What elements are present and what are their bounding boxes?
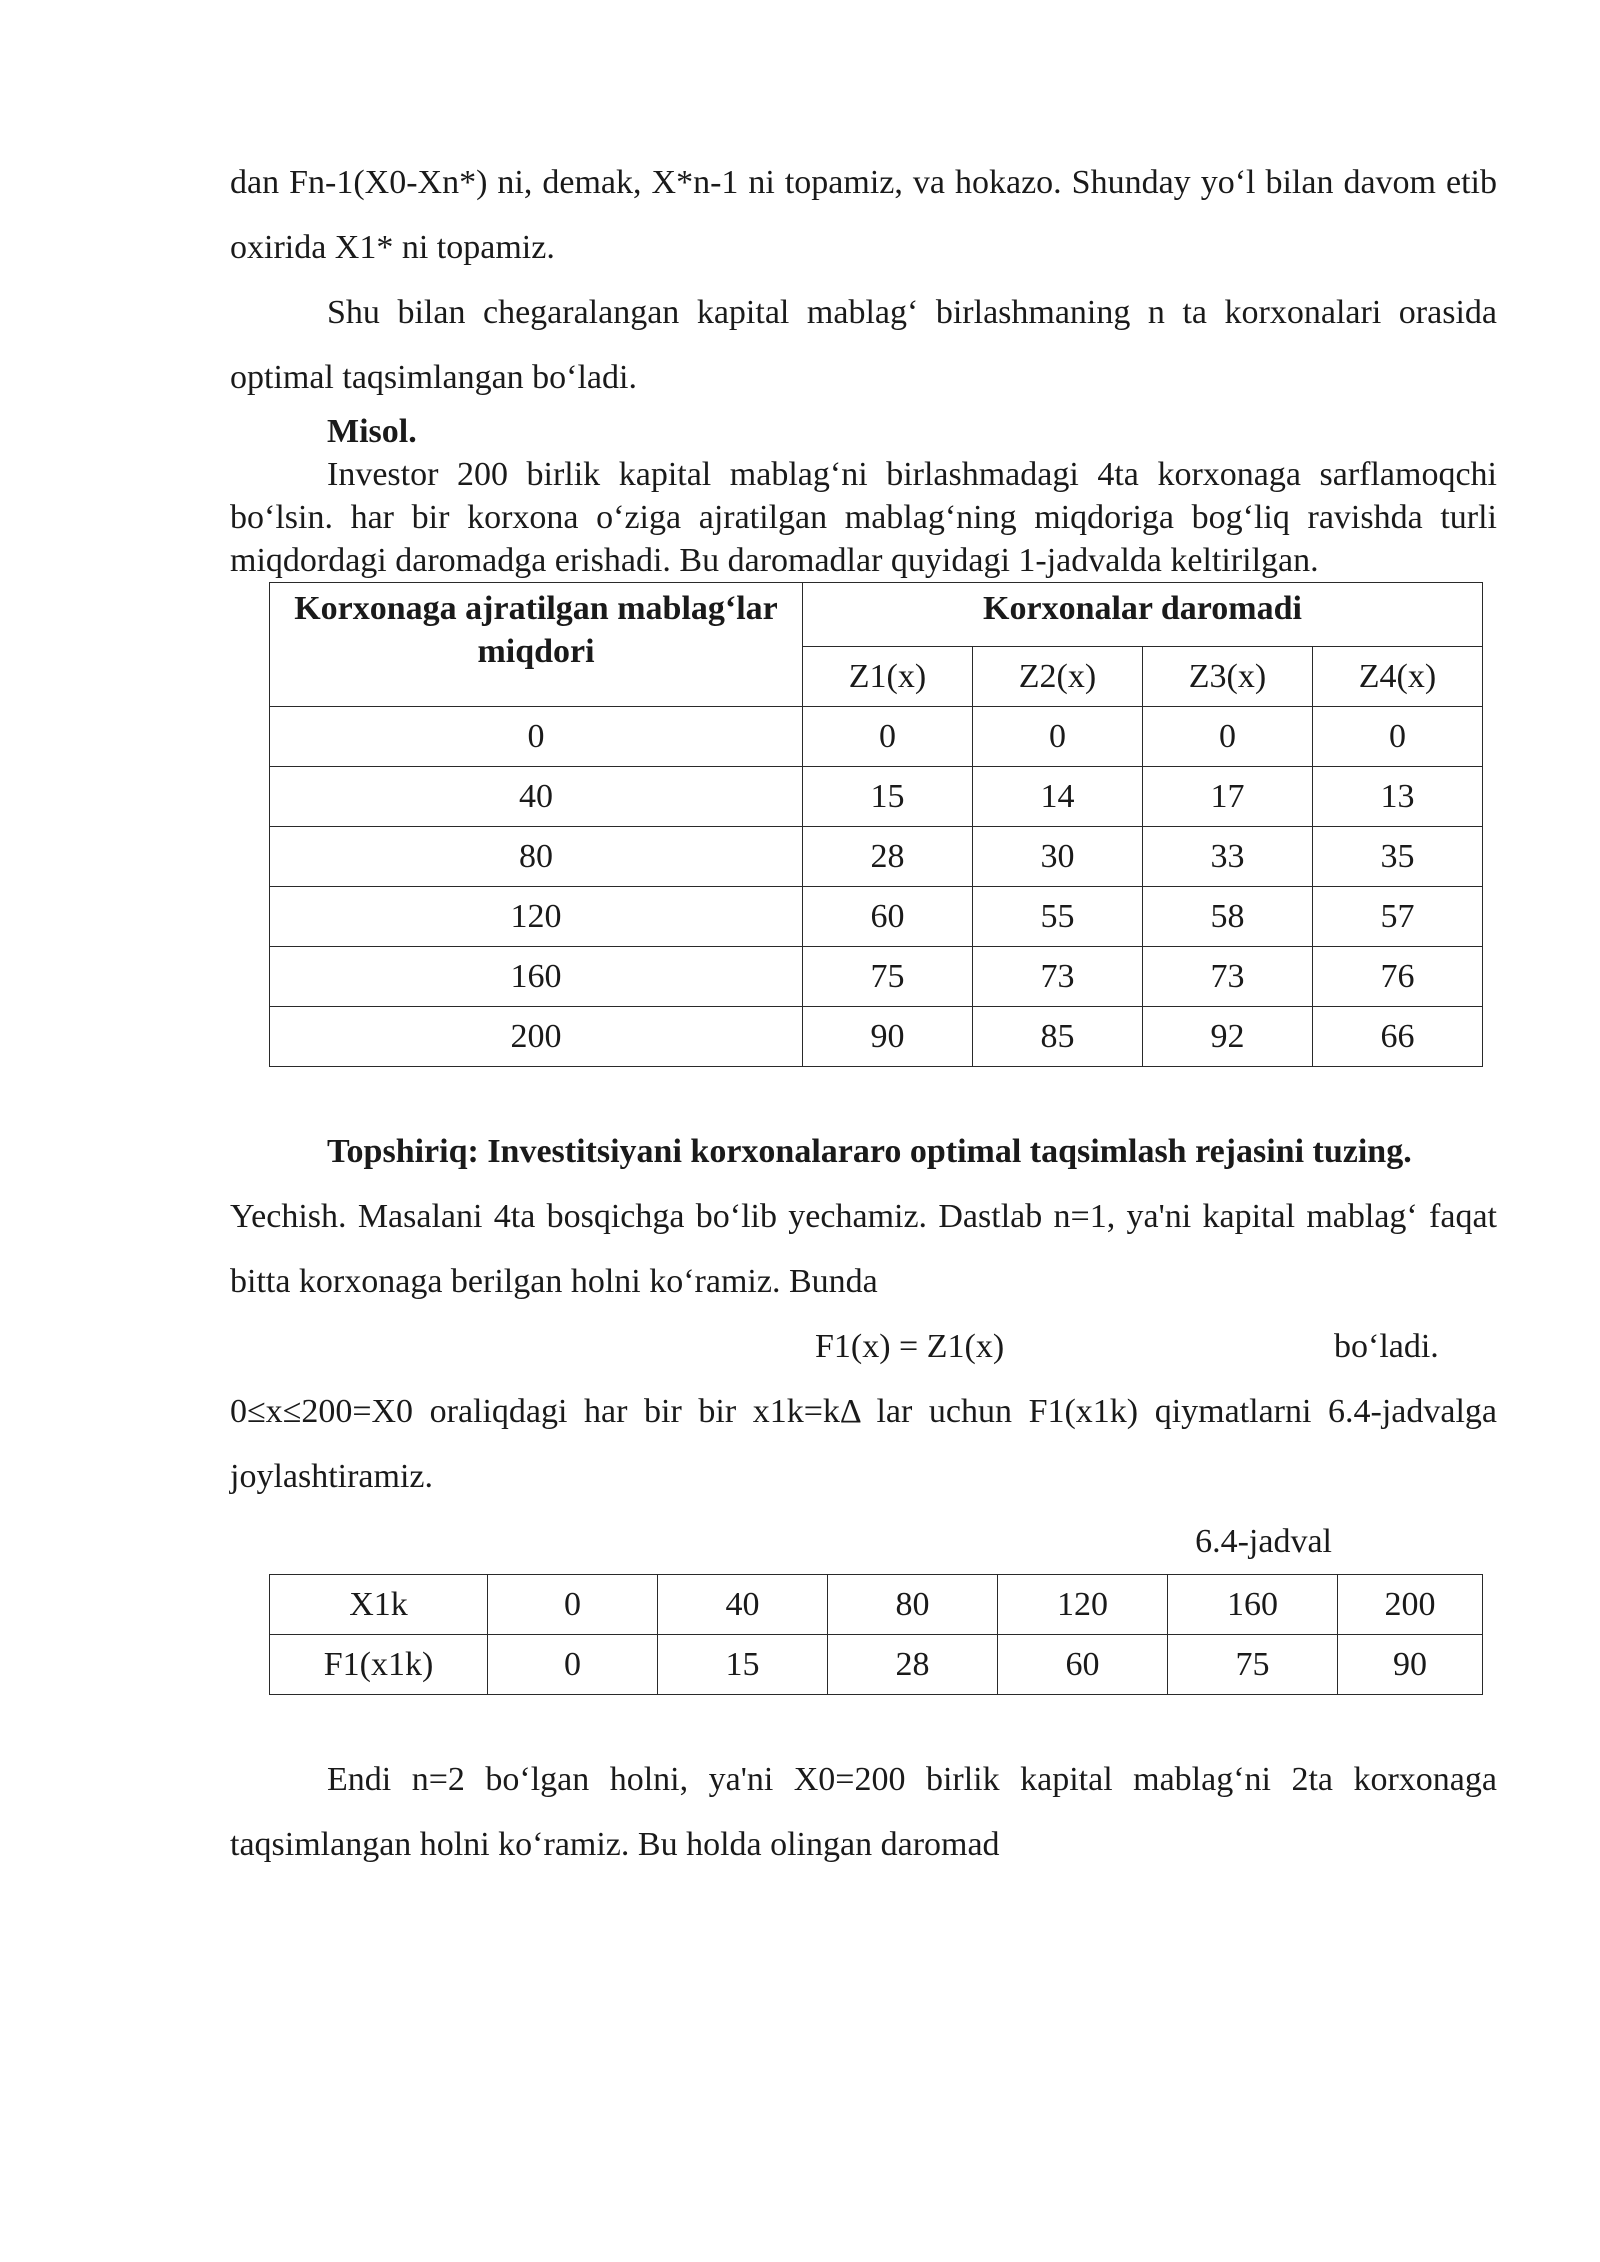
table-cell: 17 bbox=[1143, 767, 1313, 827]
table-cell: 90 bbox=[803, 1007, 973, 1067]
document-page bbox=[230, 150, 1497, 1877]
table-cell: 85 bbox=[973, 1007, 1143, 1067]
paragraph-solution: Yechish. Masalani 4ta bosqichga bo‘lib yechamiz. Dastlab n=1, ya'ni kapital mablag‘ faqat bitta korxonaga berilgan holni ko‘ramiz. Bunda bbox=[230, 1198, 1497, 1300]
table-cell: 57 bbox=[1313, 887, 1483, 947]
table-cell: 90 bbox=[1338, 1635, 1483, 1695]
column-header: Z2(x) bbox=[973, 647, 1143, 707]
table-cell: 40 bbox=[270, 767, 803, 827]
table-row bbox=[270, 707, 1483, 767]
table-cell: 0 bbox=[1143, 707, 1313, 767]
equation: F1(x) = Z1(x) bbox=[815, 1328, 1005, 1365]
table-cell: 30 bbox=[973, 827, 1143, 887]
paragraph-conclusion: Shu bilan chegaralangan kapital mablag‘ birlashmaning n ta korxonalari orasida optimal taqsimlangan bo‘ladi. bbox=[230, 294, 1497, 396]
column-header: Z3(x) bbox=[1143, 647, 1313, 707]
table-cell: F1(x1k) bbox=[270, 1635, 488, 1695]
table-cell: 33 bbox=[1143, 827, 1313, 887]
equation-line bbox=[230, 1314, 1497, 1379]
table-cell: 200 bbox=[1338, 1575, 1483, 1635]
table-cell: 0 bbox=[270, 707, 803, 767]
table-cell: 14 bbox=[973, 767, 1143, 827]
table-cell: 73 bbox=[1143, 947, 1313, 1007]
table-cell: 76 bbox=[1313, 947, 1483, 1007]
table-cell: 0 bbox=[973, 707, 1143, 767]
table-cell: 66 bbox=[1313, 1007, 1483, 1067]
table-row bbox=[270, 1575, 1483, 1635]
table-row bbox=[270, 1007, 1483, 1067]
table-cell: 13 bbox=[1313, 767, 1483, 827]
table-cell: 0 bbox=[488, 1635, 658, 1695]
table-cell: 92 bbox=[1143, 1007, 1313, 1067]
table-row bbox=[270, 1635, 1483, 1695]
table-cell: 15 bbox=[803, 767, 973, 827]
table-cell: 15 bbox=[658, 1635, 828, 1695]
table-cell: 80 bbox=[828, 1575, 998, 1635]
table-cell: 75 bbox=[803, 947, 973, 1007]
table-cell: 28 bbox=[828, 1635, 998, 1695]
table-cell: 58 bbox=[1143, 887, 1313, 947]
paragraph-range: 0≤x≤200=X0 oraliqdagi har bir bir x1k=kΔ lar uchun F1(x1k) qiymatlarni 6.4-jadvalga joylashtiramiz. bbox=[230, 1393, 1497, 1495]
table-cell: 160 bbox=[1168, 1575, 1338, 1635]
paragraph-intro: dan Fn-1(X0-Xn*) ni, demak, X*n-1 ni topamiz, va hokazo. Shunday yo‘l bilan davom etib oxirida X1* ni topamiz. bbox=[230, 164, 1497, 266]
table-cell: 35 bbox=[1313, 827, 1483, 887]
table-cell: X1k bbox=[270, 1575, 488, 1635]
table-cell: 60 bbox=[998, 1635, 1168, 1695]
equation-suffix: bo‘ladi. bbox=[1334, 1328, 1439, 1365]
table-cell: 0 bbox=[1313, 707, 1483, 767]
example-heading: Misol. bbox=[327, 413, 417, 450]
table-cell: 0 bbox=[803, 707, 973, 767]
table-cell: 80 bbox=[270, 827, 803, 887]
paragraph-example: Investor 200 birlik kapital mablag‘ni birlashmadagi 4ta korxonaga sarflamoqchi bo‘lsin. har bir korxona o‘ziga ajratilgan mablag‘ning miqdoriga bog‘liq ravishda turli miqdordagi daromadga erishadi. Bu daromadlar quyidagi 1-jadvalda keltirilgan. bbox=[230, 456, 1497, 579]
header-allocated-amount: Korxonaga ajratilgan mablag‘lar miqdori bbox=[270, 583, 803, 707]
table-cell: 120 bbox=[270, 887, 803, 947]
table-row bbox=[270, 947, 1483, 1007]
table-cell: 40 bbox=[658, 1575, 828, 1635]
table-cell: 55 bbox=[973, 887, 1143, 947]
table-cell: 75 bbox=[1168, 1635, 1338, 1695]
column-header: Z1(x) bbox=[803, 647, 973, 707]
table-row bbox=[270, 827, 1483, 887]
task-heading: Topshiriq: Investitsiyani korxonalararo optimal taqsimlash rejasini tuzing. bbox=[327, 1133, 1412, 1170]
table-cell: 28 bbox=[803, 827, 973, 887]
table-cell: 73 bbox=[973, 947, 1143, 1007]
table-cell: 160 bbox=[270, 947, 803, 1007]
table-cell: 60 bbox=[803, 887, 973, 947]
f1-values-table bbox=[269, 1574, 1483, 1695]
header-enterprise-income: Korxonalar daromadi bbox=[803, 583, 1483, 647]
table-cell: 200 bbox=[270, 1007, 803, 1067]
paragraph-next-step: Endi n=2 bo‘lgan holni, ya'ni X0=200 birlik kapital mablag‘ni 2ta korxonaga taqsimlangan holni ko‘ramiz. Bu holda olingan daromad bbox=[230, 1761, 1497, 1863]
column-header: Z4(x) bbox=[1313, 647, 1483, 707]
table-row bbox=[270, 767, 1483, 827]
table-caption: 6.4-jadval bbox=[1195, 1523, 1332, 1560]
table-cell: 0 bbox=[488, 1575, 658, 1635]
income-table bbox=[269, 582, 1483, 1067]
table-cell: 120 bbox=[998, 1575, 1168, 1635]
table-row bbox=[270, 887, 1483, 947]
